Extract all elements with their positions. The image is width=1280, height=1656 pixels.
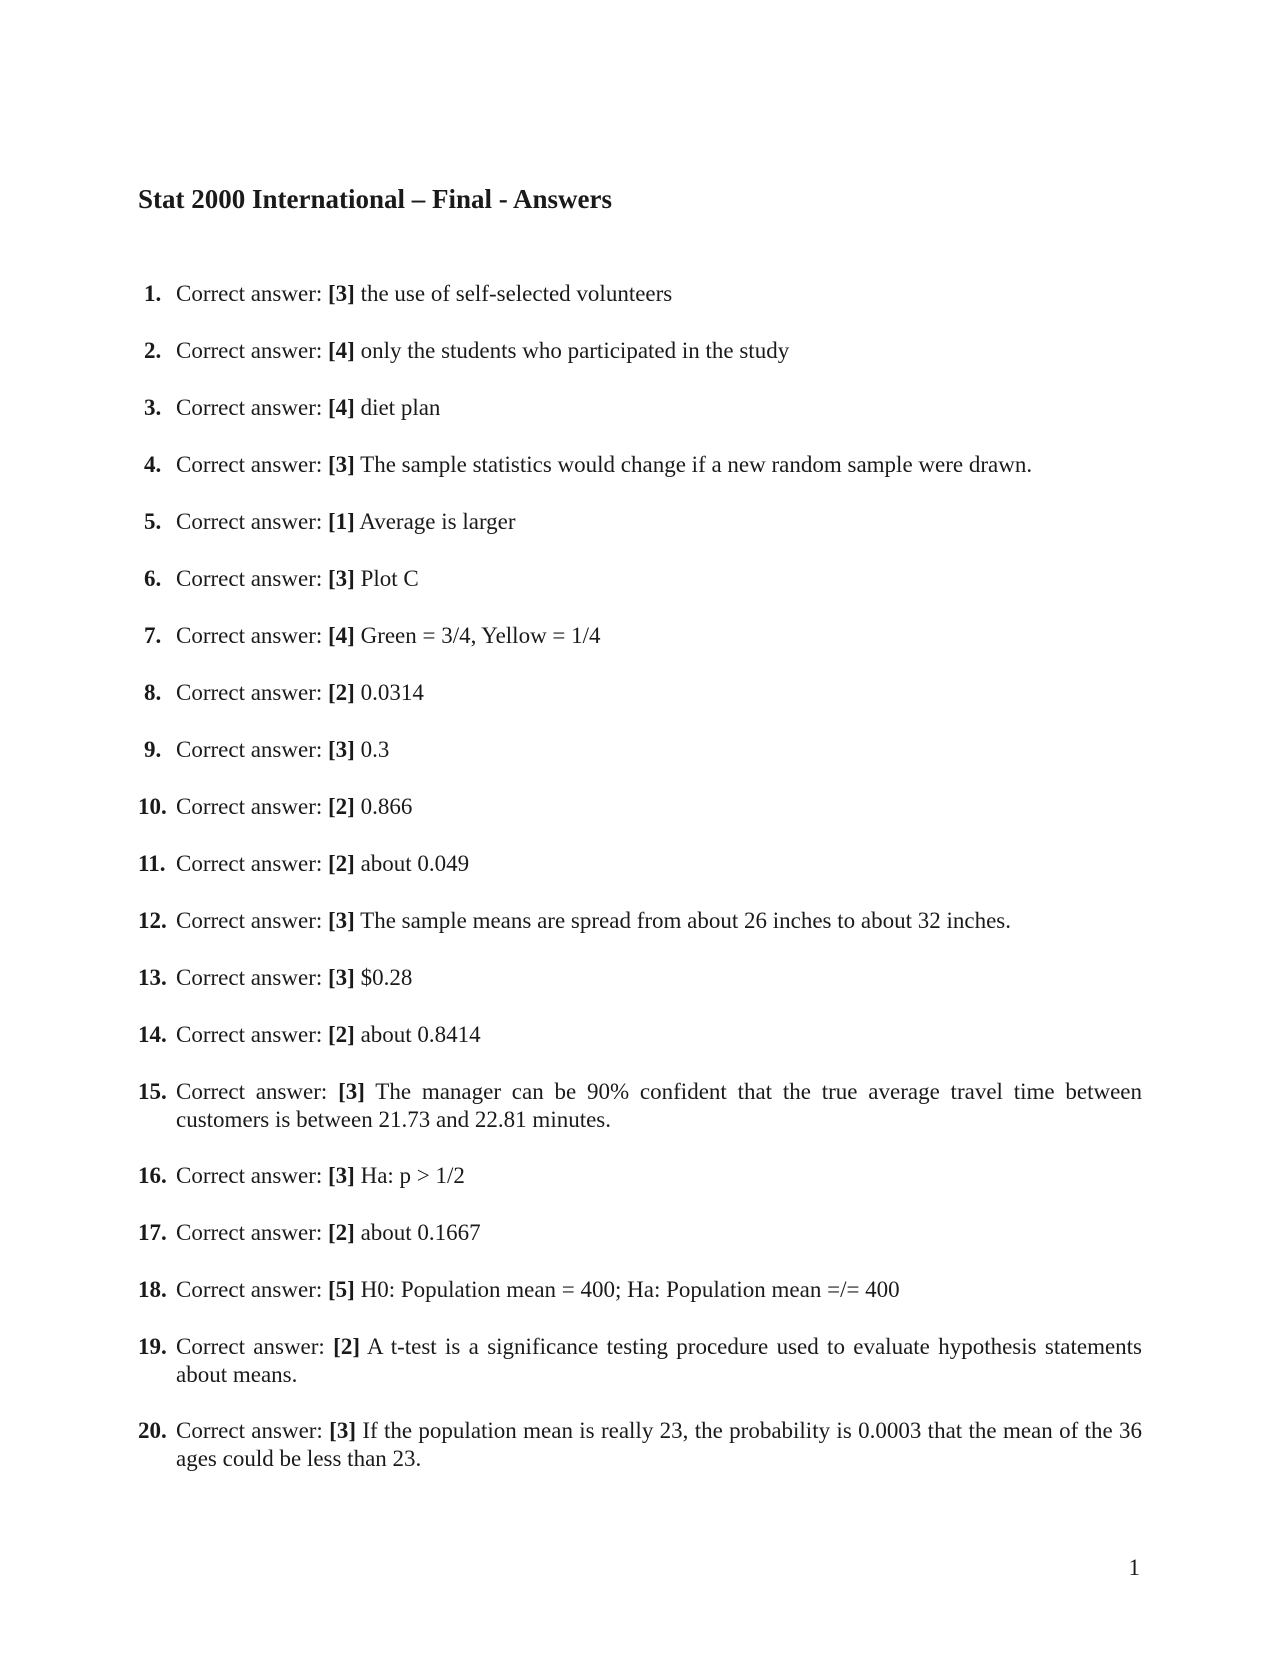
answer-code: [3] <box>328 452 355 477</box>
page-title: Stat 2000 International – Final - Answers <box>138 184 613 214</box>
answer-number: 11. <box>138 851 166 876</box>
answer-item <box>138 565 1142 593</box>
answer-number: 8. <box>144 680 162 705</box>
answer-number: 15. <box>138 1079 167 1104</box>
answer-label: Correct answer: <box>176 1022 323 1047</box>
answer-label: Correct answer: <box>176 1334 325 1359</box>
answer-label: Correct answer: <box>176 794 323 819</box>
answer-text: The sample statistics would change if a new random sample were drawn. <box>360 452 1033 477</box>
answer-code: [2] <box>328 794 355 819</box>
answer-item <box>138 1078 1142 1134</box>
answer-number: 2. <box>144 338 162 363</box>
answer-item <box>138 1417 1142 1473</box>
answer-number: 18. <box>138 1277 167 1302</box>
answer-code: [3] <box>328 965 355 990</box>
answer-number: 19. <box>138 1334 167 1359</box>
answer-code: [2] <box>328 680 355 705</box>
answer-number: 17. <box>138 1220 167 1245</box>
answer-code: [2] <box>328 1220 355 1245</box>
answer-label: Correct answer: <box>176 623 323 648</box>
answer-label: Correct answer: <box>176 395 323 420</box>
answer-text: A t-test is a significance testing procedure used to evaluate hypothesis statements about means. <box>176 1334 1143 1387</box>
answer-code: [3] <box>328 1163 355 1188</box>
answer-code: [3] <box>328 281 355 306</box>
answer-text: about 0.049 <box>360 851 470 876</box>
answer-label: Correct answer: <box>176 851 323 876</box>
answer-code: [4] <box>328 338 355 363</box>
answer-label: Correct answer: <box>176 509 323 534</box>
answer-item <box>138 337 1142 365</box>
answer-number: 4. <box>144 452 162 477</box>
answer-item <box>138 622 1142 650</box>
answer-text: about 0.1667 <box>360 1220 481 1245</box>
page-number: 1 <box>1128 1555 1140 1580</box>
answer-number: 14. <box>138 1022 167 1047</box>
answer-label: Correct answer: <box>176 452 323 477</box>
answer-text: If the population mean is really 23, the probability is 0.0003 that the mean of the 36 ages could be less than 23. <box>176 1418 1143 1471</box>
answer-number: 1. <box>144 281 162 306</box>
answer-number: 3. <box>144 395 162 420</box>
answer-code: [4] <box>328 395 355 420</box>
answer-text: 0.866 <box>360 794 413 819</box>
answer-number: 20. <box>138 1418 167 1443</box>
answer-item <box>138 1162 1142 1190</box>
answer-label: Correct answer: <box>176 1079 328 1104</box>
answer-text: 0.3 <box>360 737 390 762</box>
answer-text: only the students who participated in the study <box>360 338 790 363</box>
answer-number: 5. <box>144 509 162 534</box>
answer-item <box>138 736 1142 764</box>
answer-label: Correct answer: <box>176 338 323 363</box>
answer-text: about 0.8414 <box>360 1022 481 1047</box>
answer-label: Correct answer: <box>176 281 323 306</box>
answer-item <box>138 964 1142 992</box>
answer-item <box>138 907 1142 935</box>
answer-code: [2] <box>328 1022 355 1047</box>
answer-label: Correct answer: <box>176 680 323 705</box>
answer-text: 0.0314 <box>360 680 424 705</box>
answer-code: [3] <box>338 1079 365 1104</box>
answer-text: Plot C <box>360 566 419 591</box>
answer-item <box>138 1219 1142 1247</box>
answer-text: diet plan <box>360 395 441 420</box>
answer-item <box>138 451 1142 479</box>
answer-text: The sample means are spread from about 26 inches to about 32 inches. <box>360 908 1011 933</box>
answer-label: Correct answer: <box>176 1418 323 1443</box>
answer-item <box>138 508 1142 536</box>
answer-label: Correct answer: <box>176 1220 323 1245</box>
answer-item <box>138 793 1142 821</box>
answer-code: [2] <box>333 1334 360 1359</box>
answer-code: [1] <box>328 509 355 534</box>
answer-code: [3] <box>328 737 355 762</box>
answer-number: 16. <box>138 1163 167 1188</box>
answer-item <box>138 394 1142 422</box>
answer-number: 10. <box>138 794 167 819</box>
answer-number: 13. <box>138 965 167 990</box>
answer-text: the use of self-selected volunteers <box>360 281 673 306</box>
answer-item <box>138 679 1142 707</box>
answer-text: The manager can be 90% confident that the true average travel time between customers is between 21.73 and 22.81 minutes. <box>176 1079 1142 1132</box>
answer-text: Average is larger <box>359 509 516 534</box>
answer-number: 6. <box>144 566 162 591</box>
answer-label: Correct answer: <box>176 566 323 591</box>
answer-item <box>138 1021 1142 1049</box>
answer-item <box>138 1333 1142 1389</box>
answer-number: 7. <box>144 623 162 648</box>
answer-label: Correct answer: <box>176 908 323 933</box>
answer-item <box>138 850 1142 878</box>
answer-number: 12. <box>138 908 167 933</box>
answer-label: Correct answer: <box>176 737 323 762</box>
answer-text: Ha: p > 1/2 <box>360 1163 465 1188</box>
answer-item <box>138 280 1142 308</box>
answer-text: Green = 3/4, Yellow = 1/4 <box>360 623 601 648</box>
answer-code: [3] <box>328 566 355 591</box>
answer-number: 9. <box>144 737 162 762</box>
answer-text: H0: Population mean = 400; Ha: Population mean =/= 400 <box>360 1277 900 1302</box>
answer-code: [3] <box>328 908 355 933</box>
answer-label: Correct answer: <box>176 965 323 990</box>
answer-code: [3] <box>329 1418 356 1443</box>
answer-code: [5] <box>328 1277 355 1302</box>
answer-text: $0.28 <box>360 965 413 990</box>
answer-label: Correct answer: <box>176 1163 323 1188</box>
answer-code: [4] <box>328 623 355 648</box>
answer-list <box>138 280 1142 1501</box>
answer-item <box>138 1276 1142 1304</box>
answer-code: [2] <box>328 851 355 876</box>
answer-label: Correct answer: <box>176 1277 323 1302</box>
